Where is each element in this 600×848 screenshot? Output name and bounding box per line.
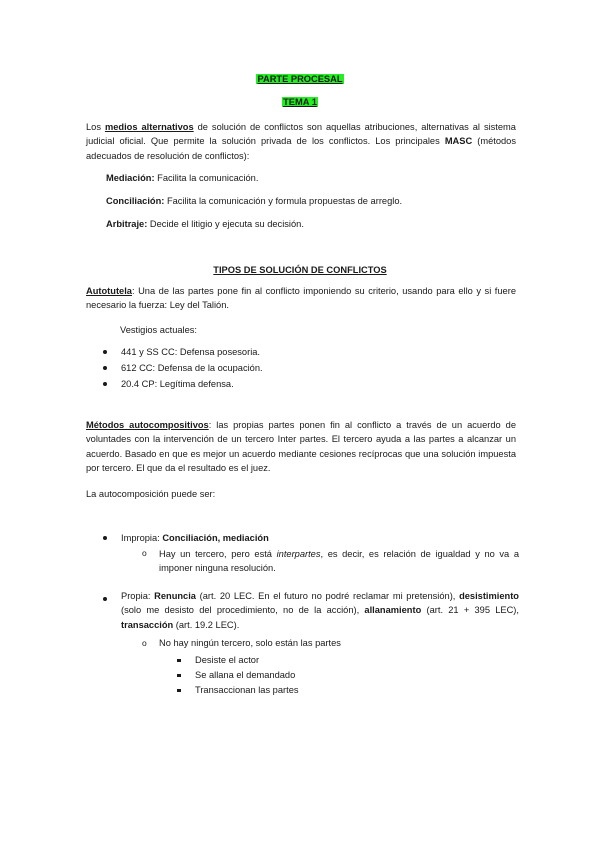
autocomp-text: : las propias partes ponen fin al conflicto a través de un acuerdo de voluntades con la intervención de un tercero Inter partes. El tercero ayuda a las partes a alcanzar un acuerdo. Basado en que es mejor un acuerdo mediante cesiones recíprocas que una solución impuesta por tercero. El que da el resultado es el juez. — [86, 420, 516, 474]
title-highlight: PARTE PROCESAL — [257, 74, 343, 84]
intro-paragraph — [86, 120, 516, 163]
list-item-text: 441 y SS CC: Defensa posesoria. — [121, 347, 261, 357]
masc-text: Decide el litigio y ejecuta su decisión. — [147, 219, 304, 229]
impropia-sub-b: , es decir, es relación de igualdad y no va a imponer ninguna resolución. — [159, 549, 519, 574]
section-heading-text: TIPOS DE SOLUCIÓN DE CONFLICTOS — [213, 265, 387, 275]
bullet-circle: o — [142, 548, 147, 558]
intro-term: medios alternativos — [104, 122, 194, 132]
bullet-disc — [103, 361, 107, 375]
autotutela-text: : Una de las partes pone fin al conflicto imponiendo su criterio, usando para ello y si fuere necesario la fuerza: Ley del Talión. — [86, 286, 516, 311]
masc-term: Arbitraje: — [106, 219, 148, 229]
intro-prefix: Los — [86, 122, 105, 132]
bullet-disc — [103, 377, 107, 391]
propia-t1: (art. 20 LEC. En el futuro no podré reclamar mi pretensión), — [195, 591, 460, 601]
document-subtitle — [0, 95, 600, 109]
masc-text: Facilita la comunicación y formula propuestas de arreglo. — [164, 196, 403, 206]
bullet-disc — [103, 592, 107, 606]
propia-t4: (art. 19.2 LEC). — [173, 619, 240, 630]
masc-term: Mediación: — [106, 173, 155, 183]
document-title — [0, 72, 600, 86]
bullet-disc — [103, 345, 107, 359]
impropia-sub-italic: interpartes — [276, 549, 321, 559]
autocomp-term: Métodos autocompositivos — [86, 420, 209, 430]
intro-middle: de solución de conflictos son aquellas atribuciones, alternativas al sistema judicial oficial. Que permite la solución privada de los conflictos. Los principales — [86, 122, 516, 147]
impropia-subitem — [159, 547, 519, 576]
intro-masc: MASC — [444, 136, 473, 147]
list-item-text: Transaccionan las partes — [195, 685, 299, 695]
list-item-text — [121, 531, 269, 545]
impropia-terms: Conciliación, mediación — [162, 533, 269, 543]
propia-renuncia: Renuncia — [154, 591, 196, 601]
autotutela-term: Autotutela — [86, 286, 132, 296]
propia-t3: (art. 21 + 395 LEC), — [421, 605, 519, 616]
list-item-text: Se allana el demandado — [195, 670, 296, 680]
bullet-square — [177, 683, 181, 697]
impropia-sub-a: Hay un tercero, pero está — [159, 549, 277, 559]
propia-t2: (solo me desisto del procedimiento, no de la acción), — [121, 605, 365, 616]
masc-item-conciliacion — [106, 194, 516, 208]
intro-suffix: (métodos adecuados de resolución de conflictos): — [86, 136, 516, 161]
subtitle-highlight: TEMA 1 — [283, 97, 317, 107]
propia-desist: desistimiento — [459, 591, 519, 601]
bullet-disc — [103, 531, 107, 545]
propia-trans: transacción — [121, 619, 174, 630]
autotutela-paragraph — [86, 284, 516, 313]
masc-term: Conciliación: — [106, 196, 165, 206]
bullet-square — [177, 668, 181, 682]
propia-subitem: No hay ningún tercero, solo están las partes — [159, 638, 341, 648]
propia-allan: allanamiento — [364, 605, 422, 616]
autocompositivos-paragraph — [86, 418, 516, 476]
autocomposicion-label: La autocomposición puede ser: — [86, 489, 216, 499]
bullet-square — [177, 653, 181, 667]
bullet-circle: o — [142, 638, 147, 648]
vestigios-label: Vestigios actuales: — [120, 325, 198, 335]
impropia-prefix: Impropia: — [121, 533, 163, 543]
list-item-text: 612 CC: Defensa de la ocupación. — [121, 363, 263, 373]
masc-text: Facilita la comunicación. — [154, 173, 259, 183]
section-heading — [0, 263, 600, 277]
masc-item-arbitraje — [106, 217, 516, 231]
masc-item-mediacion — [106, 171, 516, 185]
list-item-text: 20.4 CP: Legítima defensa. — [121, 379, 234, 389]
list-item-text: Desiste el actor — [195, 655, 260, 665]
propia-prefix: Propia: — [121, 591, 155, 601]
list-item-propia — [121, 589, 519, 632]
